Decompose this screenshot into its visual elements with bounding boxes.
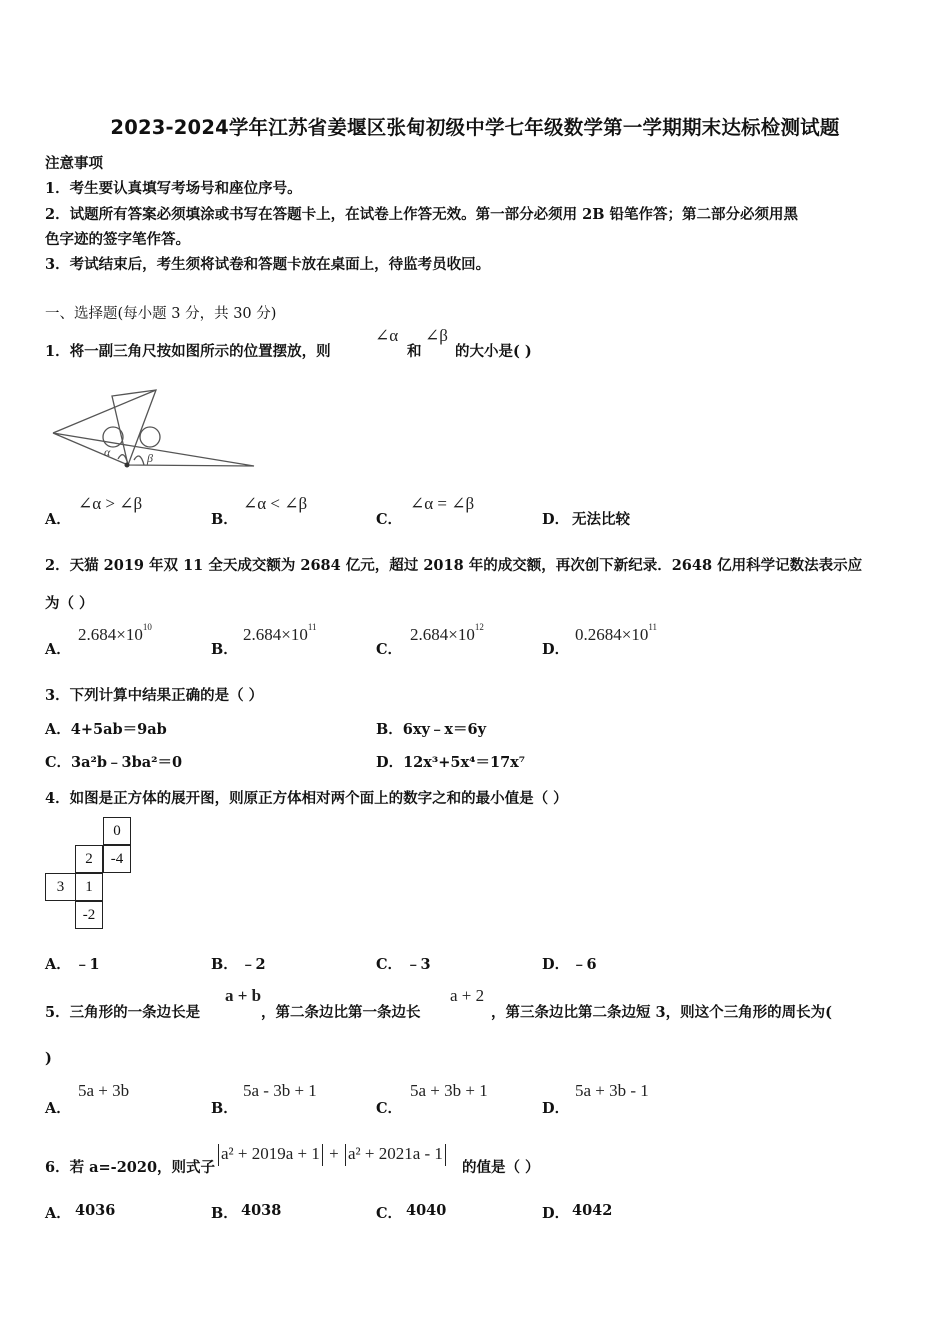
- q3-option-a[interactable]: A．4+5ab＝9ab: [45, 721, 167, 738]
- q5-option-d-label[interactable]: D．: [542, 1100, 570, 1117]
- q4-stem: 4．如图是正方体的展开图，则原正方体相对两个面上的数字之和的最小值是（ ）: [45, 790, 568, 807]
- abs-bar-4: [445, 1144, 446, 1166]
- q4-option-b[interactable]: ﹣2: [241, 956, 266, 973]
- q2-c-base: 2.684×10: [410, 625, 475, 644]
- q3-option-b[interactable]: B．6xy﹣x＝6y: [376, 721, 487, 738]
- q6-option-b[interactable]: 4038: [241, 1202, 282, 1219]
- q3-option-d[interactable]: D．12x³+5x⁴＝17x⁷: [376, 754, 526, 771]
- q1-option-b[interactable]: ∠α < ∠β: [243, 494, 308, 513]
- abs-bar-2: [322, 1144, 323, 1166]
- q5-option-b[interactable]: 5a - 3b + 1: [243, 1081, 317, 1100]
- q6-expr-2: a² + 2021a - 1: [347, 1144, 443, 1163]
- q2-option-b-label[interactable]: B．: [211, 641, 238, 658]
- q1-beta: ∠β: [425, 326, 448, 345]
- cube-face-3: 3: [45, 873, 76, 901]
- q1-alpha: ∠α: [375, 326, 399, 345]
- q2-d-base: 0.2684×10: [575, 625, 649, 644]
- q6-option-a-label[interactable]: A．: [45, 1205, 71, 1222]
- cube-face-1: 2: [75, 845, 103, 873]
- q5-stem-part2: ，第二条边比第一条边长: [261, 1004, 421, 1021]
- q6-option-d[interactable]: 4042: [572, 1202, 613, 1219]
- notice-item-2b: 色字迹的签字笔作答。: [45, 231, 190, 248]
- q5-stem-part3: ，第三条边比第二条边短 3，则这个三角形的周长为(: [491, 1004, 832, 1021]
- q2-stem-line2: 为（ ）: [45, 595, 94, 612]
- q1-triangle-figure: [48, 386, 260, 472]
- q6-option-d-label[interactable]: D．: [542, 1205, 570, 1222]
- notice-item-2a: 2．试题所有答案必须填涂或书写在答题卡上，在试卷上作答无效。第一部分必须用 2B 铅笔作答；第二部分必须用黑: [45, 206, 799, 223]
- page-title: 2023-2024学年江苏省姜堰区张甸初级中学七年级数学第一学期期末达标检测试题: [110, 116, 840, 139]
- notice-item-1: 1．考生要认真填写考场号和座位序号。: [45, 180, 302, 197]
- q2-stem-line1: 2．天猫 2019 年双 11 全天成交额为 2684 亿元，超过 2018 年的成交额，再次创下新纪录．2648 亿用科学记数法表示应: [45, 557, 863, 574]
- q6-stem-part2: 的值是（ ）: [462, 1159, 540, 1176]
- q5-option-d[interactable]: 5a + 3b - 1: [575, 1081, 649, 1100]
- q1-option-a-label[interactable]: A．: [45, 511, 71, 528]
- q2-option-d[interactable]: [575, 622, 658, 645]
- q5-stem-close: ): [45, 1050, 52, 1067]
- q4-option-a[interactable]: ﹣1: [75, 956, 100, 973]
- q2-option-b[interactable]: [243, 622, 317, 645]
- q5-stem-part1: 5．三角形的一条边长是: [45, 1004, 201, 1021]
- q5-option-a-label[interactable]: A．: [45, 1100, 71, 1117]
- abs-bar-1: [218, 1144, 219, 1166]
- cube-face-2: -4: [103, 845, 131, 873]
- q6-option-b-label[interactable]: B．: [211, 1205, 238, 1222]
- q4-option-c[interactable]: ﹣3: [406, 956, 431, 973]
- q5-expr-2: a + 2: [450, 986, 485, 1005]
- section-heading: 一、选择题(每小题 3 分，共 30 分): [45, 306, 277, 322]
- q6-stem-part1: 6．若 a=-2020，则式子: [45, 1159, 216, 1176]
- notice-heading: 注意事项: [45, 155, 103, 172]
- fig-beta-label: β: [147, 451, 153, 465]
- q2-option-d-label[interactable]: D．: [542, 641, 570, 658]
- q5-option-b-label[interactable]: B．: [211, 1100, 238, 1117]
- q5-expr-1: a + b: [225, 986, 262, 1005]
- q3-option-c[interactable]: C．3a²b﹣3ba²＝0: [45, 754, 183, 771]
- q6-plus: +: [329, 1144, 339, 1163]
- cube-face-0: 0: [103, 817, 131, 845]
- q5-option-c[interactable]: 5a + 3b + 1: [410, 1081, 488, 1100]
- q4-option-d-label[interactable]: D．: [542, 956, 570, 973]
- q4-option-a-label[interactable]: A．: [45, 956, 71, 973]
- q2-option-c[interactable]: [410, 622, 484, 645]
- q5-option-c-label[interactable]: C．: [376, 1100, 403, 1117]
- q2-option-c-label[interactable]: C．: [376, 641, 403, 658]
- cube-face-4: 1: [75, 873, 103, 901]
- notice-item-3: 3．考试结束后，考生须将试卷和答题卡放在桌面上，待监考员收回。: [45, 256, 491, 273]
- q2-a-exp: 10: [142, 622, 152, 632]
- q1-option-d-label[interactable]: D．: [542, 511, 570, 528]
- q1-and: 和: [407, 343, 422, 360]
- q6-option-c-label[interactable]: C．: [376, 1205, 403, 1222]
- q6-option-a[interactable]: 4036: [75, 1202, 116, 1219]
- q1-stem-prefix: 1．将一副三角尺按如图所示的位置摆放，则: [45, 343, 331, 360]
- q4-option-d[interactable]: ﹣6: [572, 956, 597, 973]
- abs-bar-3: [345, 1144, 346, 1166]
- triangle-left: [53, 433, 254, 466]
- q2-option-a-label[interactable]: A．: [45, 641, 71, 658]
- q1-option-d[interactable]: 无法比较: [572, 511, 630, 528]
- q2-d-exp: 11: [648, 622, 658, 632]
- q2-a-base: 2.684×10: [78, 625, 143, 644]
- q1-stem-suffix: 的大小是( ): [455, 343, 532, 360]
- q4-option-b-label[interactable]: B．: [211, 956, 238, 973]
- q6-expression: [216, 1144, 448, 1166]
- q3-stem: 3．下列计算中结果正确的是（ ）: [45, 687, 264, 704]
- q2-b-exp: 11: [307, 622, 317, 632]
- fig-alpha-label: α: [104, 445, 111, 459]
- q2-b-base: 2.684×10: [243, 625, 308, 644]
- q1-option-c[interactable]: ∠α = ∠β: [410, 494, 475, 513]
- q2-c-exp: 12: [474, 622, 484, 632]
- q5-option-a[interactable]: 5a + 3b: [78, 1081, 130, 1100]
- cube-face-5: -2: [75, 901, 103, 929]
- q6-option-c[interactable]: 4040: [406, 1202, 447, 1219]
- q1-option-a[interactable]: ∠α > ∠β: [78, 494, 143, 513]
- q1-option-b-label[interactable]: B．: [211, 511, 238, 528]
- q2-option-a[interactable]: [78, 622, 152, 645]
- q6-expr-1: a² + 2019a + 1: [221, 1144, 320, 1163]
- q1-option-c-label[interactable]: C．: [376, 511, 403, 528]
- q4-option-c-label[interactable]: C．: [376, 956, 403, 973]
